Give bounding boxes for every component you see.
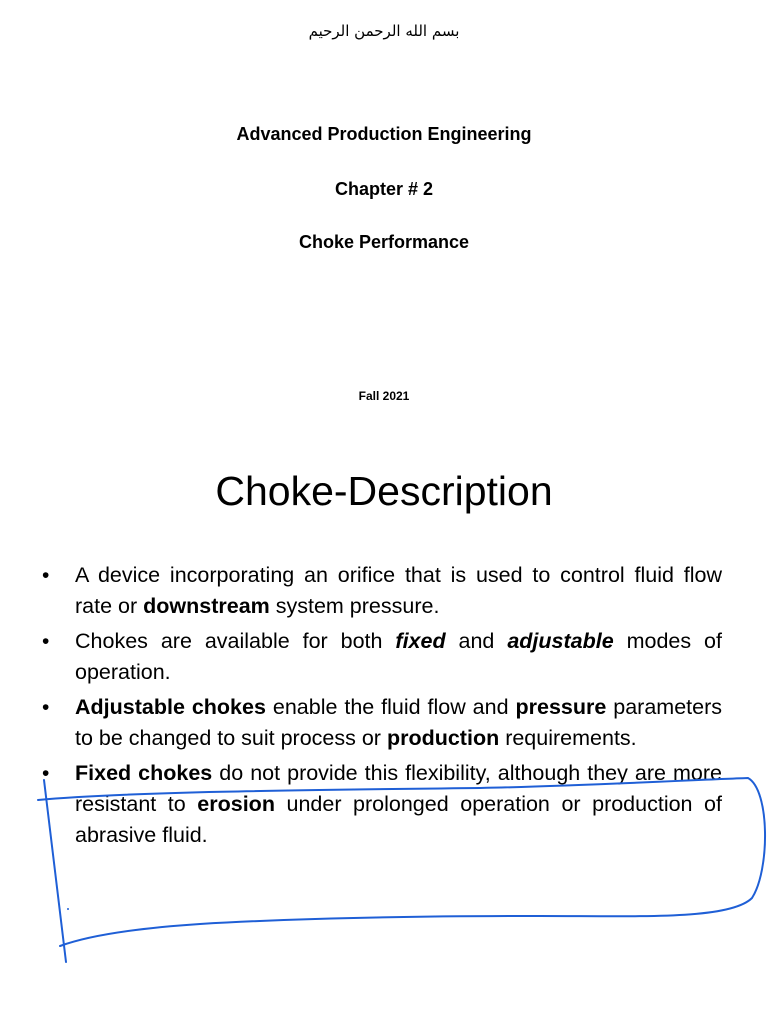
chapter-number: Chapter # 2: [334, 179, 434, 199]
bullet-text-segment: A device incorporating an orifice that is used to control fluid flow rate or: [75, 563, 722, 618]
chapter-topic: Choke Performance: [298, 232, 470, 252]
bullet-dot-icon: •: [42, 696, 50, 719]
bullet-text-segment: Adjustable chokes: [75, 695, 266, 719]
bullet-text-segment: production: [386, 726, 500, 750]
bullet-text-segment: and: [445, 629, 508, 653]
bullet-text-segment: downstream: [143, 594, 270, 618]
bullet-list: [42, 560, 722, 855]
bullet-text-segment: modes of operation.: [75, 629, 722, 684]
bullet-text-segment: parameters to be changed to suit process or: [75, 695, 722, 750]
bullet-item: [42, 626, 722, 688]
bullet-text-segment: under prolonged operation or production of abrasive fluid.: [75, 792, 722, 847]
slide-title: Choke-Description: [215, 468, 553, 514]
bullet-text-segment: do not provide this flexibility, although they are more resistant to: [75, 761, 722, 816]
bullet-item: [42, 692, 722, 754]
bullet-text-segment: erosion: [197, 792, 275, 816]
bismillah-header: بسم الله الرحمن الرحيم: [308, 22, 460, 40]
bullet-text-segment: Chokes are available for both: [75, 629, 396, 653]
term-label: Fall 2021: [358, 389, 410, 403]
bullet-text-segment: enable the fluid flow and: [265, 695, 516, 719]
bullet-text-segment: Fixed chokes: [75, 761, 213, 785]
bullet-text-segment: system pressure.: [269, 594, 440, 618]
course-title: Advanced Production Engineering: [236, 124, 532, 144]
bullet-dot-icon: •: [42, 564, 50, 587]
bullet-text-segment: pressure: [515, 695, 607, 719]
annotation-ink-dot: [67, 908, 69, 910]
bullet-dot-icon: •: [42, 630, 50, 653]
bullet-item: [42, 560, 722, 622]
bullet-item: [42, 758, 722, 851]
bullet-text-segment: adjustable: [507, 629, 614, 653]
bullet-text-segment: fixed: [395, 629, 446, 653]
bullet-text-segment: requirements.: [499, 726, 637, 750]
bullet-dot-icon: •: [42, 762, 50, 785]
